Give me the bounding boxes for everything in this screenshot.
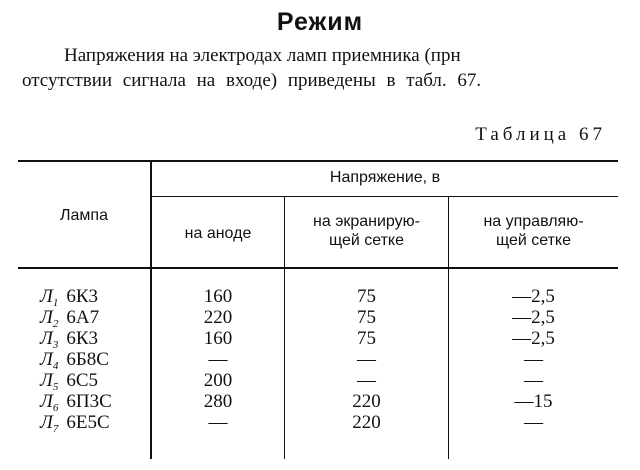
anode-cell: 280 xyxy=(203,391,233,412)
lamp-type: 6П3С xyxy=(66,391,112,412)
lamp-index: 2 xyxy=(52,318,59,330)
lamp-index: 5 xyxy=(52,381,59,393)
control-grid-cell: — xyxy=(524,412,543,433)
anode-cell: — xyxy=(208,412,228,433)
control-grid-cell: —15 xyxy=(514,391,553,412)
lamp-index: 3 xyxy=(52,339,59,351)
paragraph-line-1: Напряжения на электродах ламп приемника (прн xyxy=(64,45,461,66)
lamp-symbol: Л xyxy=(40,349,53,370)
lamp-type: 6С5 xyxy=(66,370,99,391)
lamp-symbol: Л xyxy=(40,286,53,307)
screen-grid-cell: 75 xyxy=(357,328,376,349)
control-grid-cell: — xyxy=(524,370,543,391)
screen-grid-cell: 75 xyxy=(357,307,376,328)
lamp-index: 1 xyxy=(52,297,59,309)
lamp-cell xyxy=(40,412,110,440)
lamp-symbol: Л xyxy=(40,328,53,349)
lamp-index: 6 xyxy=(52,402,59,414)
header-lamp: Лампа xyxy=(60,207,108,224)
anode-cell: 160 xyxy=(203,328,233,349)
anode-cell: 200 xyxy=(203,370,233,391)
screen-grid-cell: 220 xyxy=(352,412,381,433)
screen-grid-cell: — xyxy=(357,370,376,391)
header-control-line1: на управляю- xyxy=(483,213,584,230)
header-control-grid xyxy=(449,212,618,250)
header-bottom-rule xyxy=(18,267,618,269)
header-voltage-group: Напряжение, в xyxy=(329,169,441,186)
lamp-index: 7 xyxy=(52,423,59,435)
lamp-type: 6Б8С xyxy=(66,349,109,370)
table-top-rule xyxy=(18,160,618,162)
lamp-symbol: Л xyxy=(40,412,53,433)
header-screen-line1: на экранирую- xyxy=(313,213,420,230)
lamp-symbol: Л xyxy=(40,370,53,391)
page-title: Режим xyxy=(276,8,364,36)
anode-cell: 220 xyxy=(203,307,233,328)
table-caption: Таблица 67 xyxy=(475,124,606,145)
lamp-index: 4 xyxy=(52,360,59,372)
header-control-line2: щей сетке xyxy=(495,232,572,249)
group-header-rule xyxy=(150,196,618,197)
control-grid-cell: — xyxy=(524,349,543,370)
header-anode: на аноде xyxy=(184,225,252,242)
lamp-type: 6Е5С xyxy=(66,412,110,433)
screen-grid-cell: 75 xyxy=(357,286,376,307)
header-screen-line2: щей сетке xyxy=(328,232,405,249)
paragraph-line-2: отсутствии сигнала на входе) приведены в табл. 67. xyxy=(22,70,482,91)
lamp-type: 6А7 xyxy=(66,307,100,328)
anode-cell: 160 xyxy=(203,286,233,307)
control-grid-cell: —2,5 xyxy=(512,286,555,307)
lamp-type: 6К3 xyxy=(66,328,99,349)
screen-grid-cell: — xyxy=(357,349,376,370)
screen-grid-cell: 220 xyxy=(352,391,381,412)
anode-cell: — xyxy=(208,349,228,370)
lamp-type: 6К3 xyxy=(66,286,99,307)
control-grid-cell: —2,5 xyxy=(512,307,555,328)
control-grid-cell: —2,5 xyxy=(512,328,555,349)
lamp-symbol: Л xyxy=(40,307,53,328)
header-screen-grid xyxy=(285,212,448,250)
lamp-symbol: Л xyxy=(40,391,53,412)
